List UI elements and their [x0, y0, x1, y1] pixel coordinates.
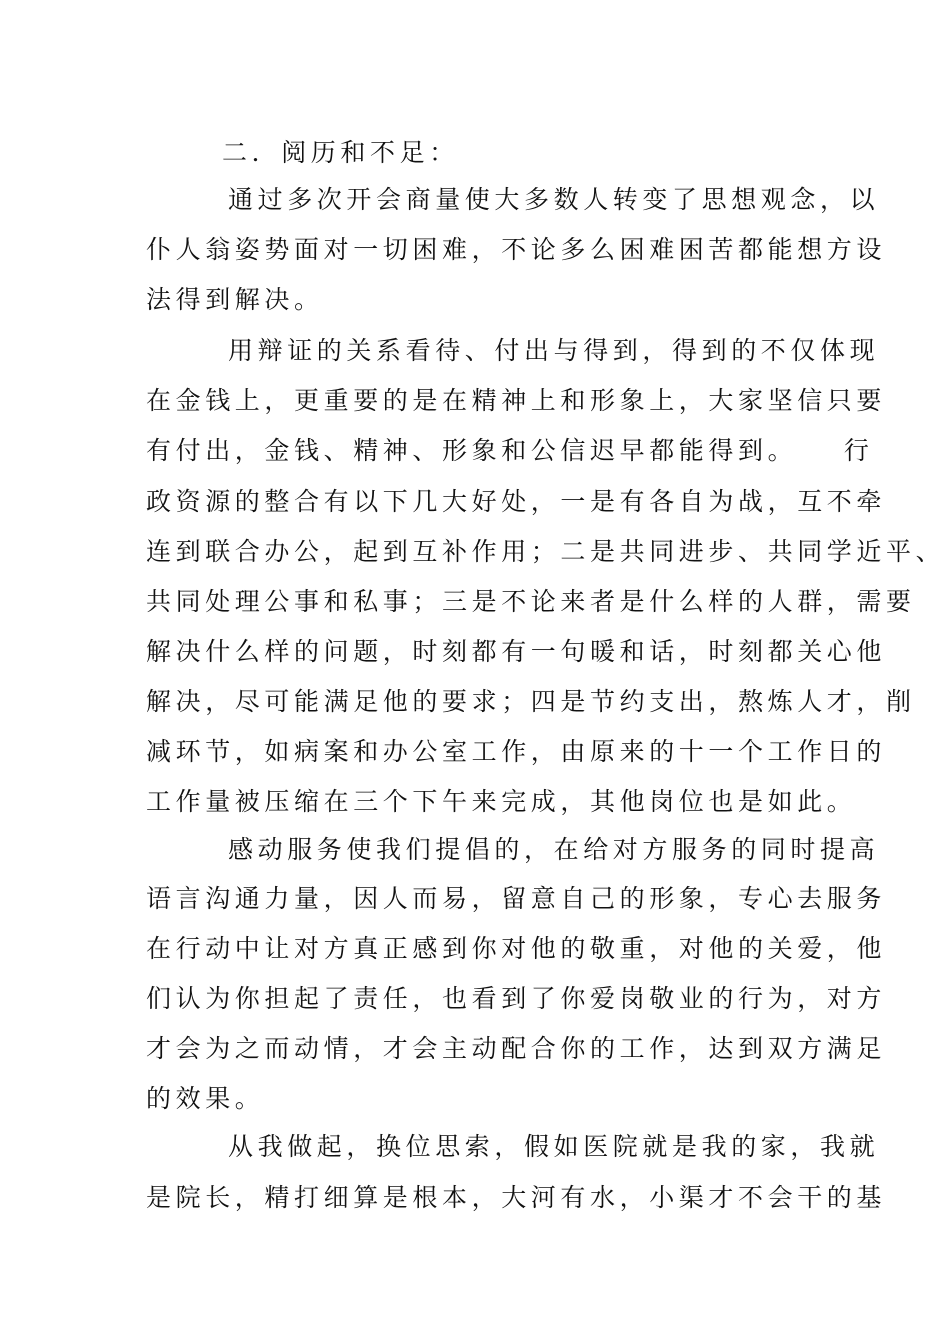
paragraph-line: 通过多次开会商量使大多数人转变了思想观念，以	[228, 185, 880, 214]
paragraph-line: 们认为你担起了责任，也看到了你爱岗敬业的行为，对方	[146, 984, 887, 1013]
paragraph-line: 有付出，金钱、精神、形象和公信迟早都能得到。 行	[146, 436, 874, 465]
paragraph-line: 解决，尽可能满足他的要求；四是节约支出，熬炼人才，削	[146, 687, 916, 716]
paragraph-line: 仆人翁姿势面对一切困难，不论多么困难困苦都能想方设	[146, 235, 887, 264]
paragraph-line: 连到联合办公，起到互补作用；二是共同进步、共同学近平、	[146, 537, 946, 566]
paragraph-line: 解决什么样的问题，时刻都有一句暖和话，时刻都关心他	[146, 637, 887, 666]
paragraph-line: 法得到解决。	[146, 285, 324, 314]
paragraph-line: 在金钱上，更重要的是在精神上和形象上，大家坚信只要	[146, 386, 887, 415]
paragraph-line: 是院长，精打细算是根本，大河有水，小渠才不会干的基	[146, 1183, 887, 1212]
paragraph-line: 政资源的整合有以下几大好处，一是有各自为战，互不牵	[146, 487, 887, 516]
paragraph-line: 才会为之而动情，才会主动配合你的工作，达到双方满足	[146, 1034, 887, 1063]
paragraph-line: 语言沟通力量，因人而易，留意自己的形象，专心去服务	[146, 884, 887, 913]
paragraph-line: 的效果。	[146, 1084, 265, 1113]
paragraph-line: 感动服务使我们提倡的，在给对方服务的同时提高	[228, 835, 880, 864]
paragraph-line: 用辩证的关系看待、付出与得到，得到的不仅体现	[228, 336, 880, 365]
paragraph-line: 工作量被压缩在三个下午来完成，其他岗位也是如此。	[146, 787, 857, 816]
paragraph-line: 从我做起，换位思索，假如医院就是我的家，我就	[228, 1132, 880, 1161]
paragraph-line: 共同处理公事和私事；三是不论来者是什么样的人群，需要	[146, 587, 916, 616]
paragraph-line: 减环节，如病案和办公室工作，由原来的十一个工作日的	[146, 737, 887, 766]
section-heading: 二．阅历和不足：	[222, 138, 459, 167]
paragraph-line: 在行动中让对方真正感到你对他的敬重，对他的关爱，他	[146, 934, 887, 963]
